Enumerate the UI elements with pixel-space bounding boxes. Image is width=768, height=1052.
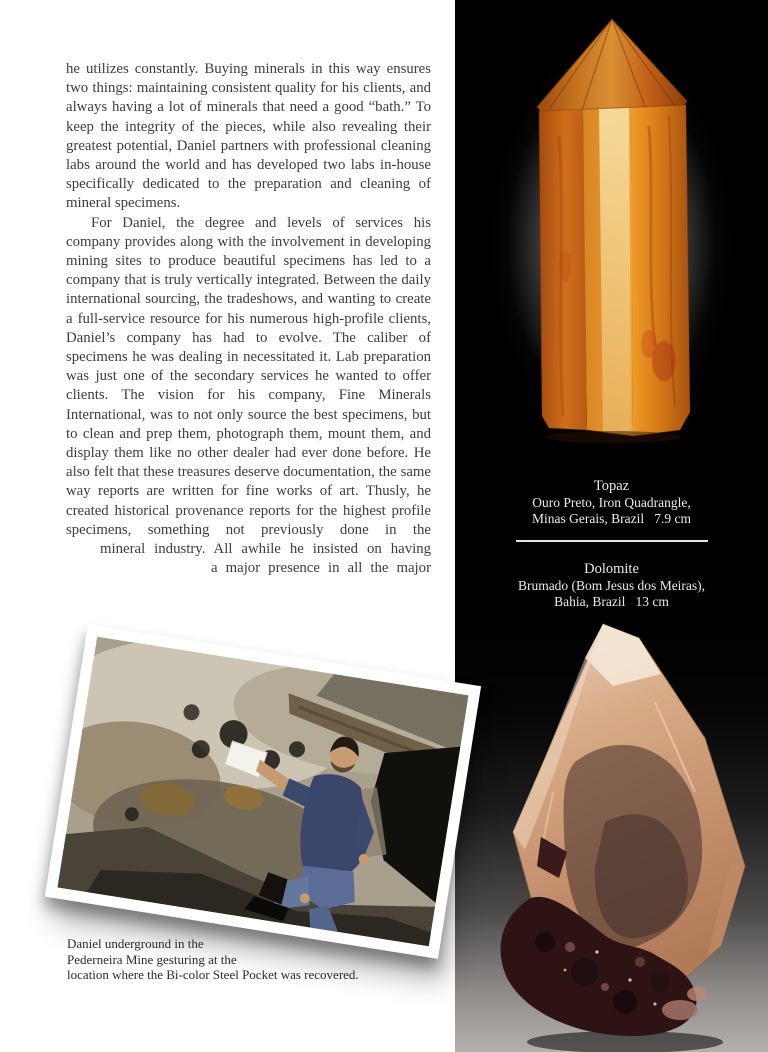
dolomite-caption [455, 560, 768, 610]
topaz-crystal-illustration [529, 16, 695, 444]
dolomite-locality-line1: Brumado (Bom Jesus dos Meiras), [517, 578, 706, 593]
mine-caption-line-3: location where the Bi-color Steel Pocket was recovered. [67, 967, 359, 983]
specimen-panel [455, 0, 768, 1052]
dolomite-photo [455, 612, 768, 1052]
article-wrap-line-2: a major presence in all the major [211, 560, 431, 577]
article-wrap-line-1: mineral industry. All awhile he insisted on having [100, 541, 431, 558]
topaz-name: Topaz [593, 478, 630, 494]
mine-caption-line-2: Pederneira Mine gesturing at the [67, 951, 237, 967]
topaz-caption [455, 477, 768, 527]
dolomite-name: Dolomite [584, 561, 639, 577]
mine-caption-line-1: Daniel underground in the [67, 936, 204, 951]
article-paragraph-1: he utilizes constantly. Buying minerals in this way ensures two things: maintaining consistent quality for his clients, and always having a lot of minerals that need a good “bath.” To keep the integrity of the pieces, while also revealing their greatest potential, Daniel partners with professional cleaning labs around the world and has developed two labs in-house specifically dedicated to the preparation and cleaning of mineral specimens. [66, 61, 431, 212]
mine-photo [45, 624, 481, 959]
mine-photo-image [57, 637, 468, 947]
topaz-photo [455, 0, 768, 468]
dolomite-specimen-illustration [455, 612, 768, 1052]
mine-photo-caption [67, 936, 457, 983]
dolomite-locality-line2: Bahia, Brazil 13 cm [554, 594, 669, 609]
article-paragraph-2: For Daniel, the degree and levels of services his company provides along with the involvement in developing mining sites to produce beautiful specimens has led to a company that is truly vertically integrated. Between the daily international sourcing, the tradeshows, and wanting to create a full-service resource for his numerous high-profile clients, Daniel’s company has had to evolve. The caliber of specimens he was dealing in necessitated it. Lab preparation was just one of the secondary services he wanted to offer clients. The vision for his company, Fine Minerals International, was to not only source the best specimens, but to clean and prep them, photograph them, mount them, and display them like no other dealer had ever done before. He also felt that these treasures deserve documentation, the same way reports are written for fine works of art. Thusly, he created historical provenance reports for the highest profile specimens, something not previously done in the [66, 214, 431, 538]
caption-divider [516, 540, 708, 542]
topaz-locality-line2: Minas Gerais, Brazil 7.9 cm [532, 511, 691, 526]
article-text-column [66, 60, 431, 578]
topaz-locality-line1: Ouro Preto, Iron Quadrangle, [532, 495, 691, 510]
